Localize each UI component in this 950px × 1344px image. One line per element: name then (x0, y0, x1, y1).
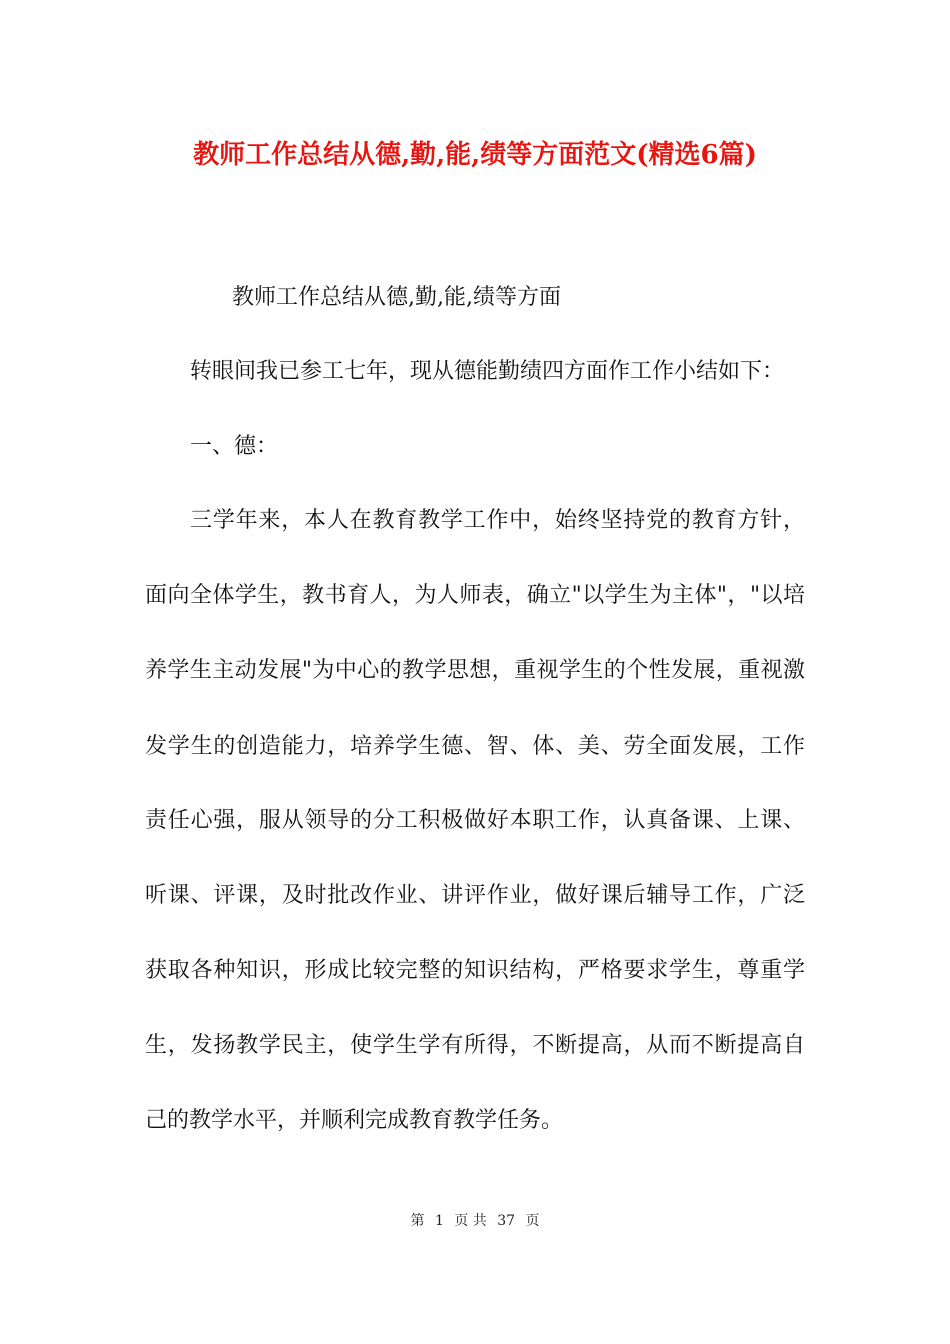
page-label-suffix: 页 (525, 1213, 540, 1229)
paragraph-line: 面向全体学生，教书育人，为人师表，确立"以学生为主体"，"以培 (145, 583, 805, 608)
paragraph-line: 责任心强，服从领导的分工积极做好本职工作，认真备课、上课、 (145, 808, 805, 833)
paragraph-line: 生，发扬教学民主，使学生学有所得，不断提高，从而不断提高自 (145, 1033, 805, 1058)
total-pages-number: 37 (497, 1213, 516, 1229)
paragraph-line: 听课、评课，及时批改作业、讲评作业，做好课后辅导工作，广泛 (145, 883, 805, 908)
current-page-number: 1 (434, 1213, 444, 1229)
page-label-mid: 页 共 (454, 1213, 487, 1229)
intro-paragraph: 转眼间我已参工七年，现从德能勤绩四方面作工作小结如下： (190, 359, 785, 384)
page-label-prefix: 第 (410, 1213, 425, 1229)
paragraph-line: 发学生的创造能力，培养学生德、智、体、美、劳全面发展，工作 (145, 734, 805, 759)
page-footer (0, 1210, 950, 1230)
section-heading-de: 一、德： (190, 434, 279, 459)
paragraph-line: 己的教学水平，并顺利完成教育教学任务。 (145, 1108, 564, 1133)
document-subtitle: 教师工作总结从德,勤,能,绩等方面 (232, 285, 561, 310)
document-title: 教师工作总结从德,勤,能,绩等方面范文(精选6篇) (193, 140, 757, 170)
paragraph-line: 养学生主动发展"为中心的教学思想，重视学生的个性发展，重视激 (145, 658, 805, 683)
paragraph-line: 三学年来，本人在教育教学工作中，始终坚持党的教育方针， (190, 508, 805, 533)
paragraph-line: 获取各种知识，形成比较完整的知识结构，严格要求学生，尊重学 (145, 958, 805, 983)
